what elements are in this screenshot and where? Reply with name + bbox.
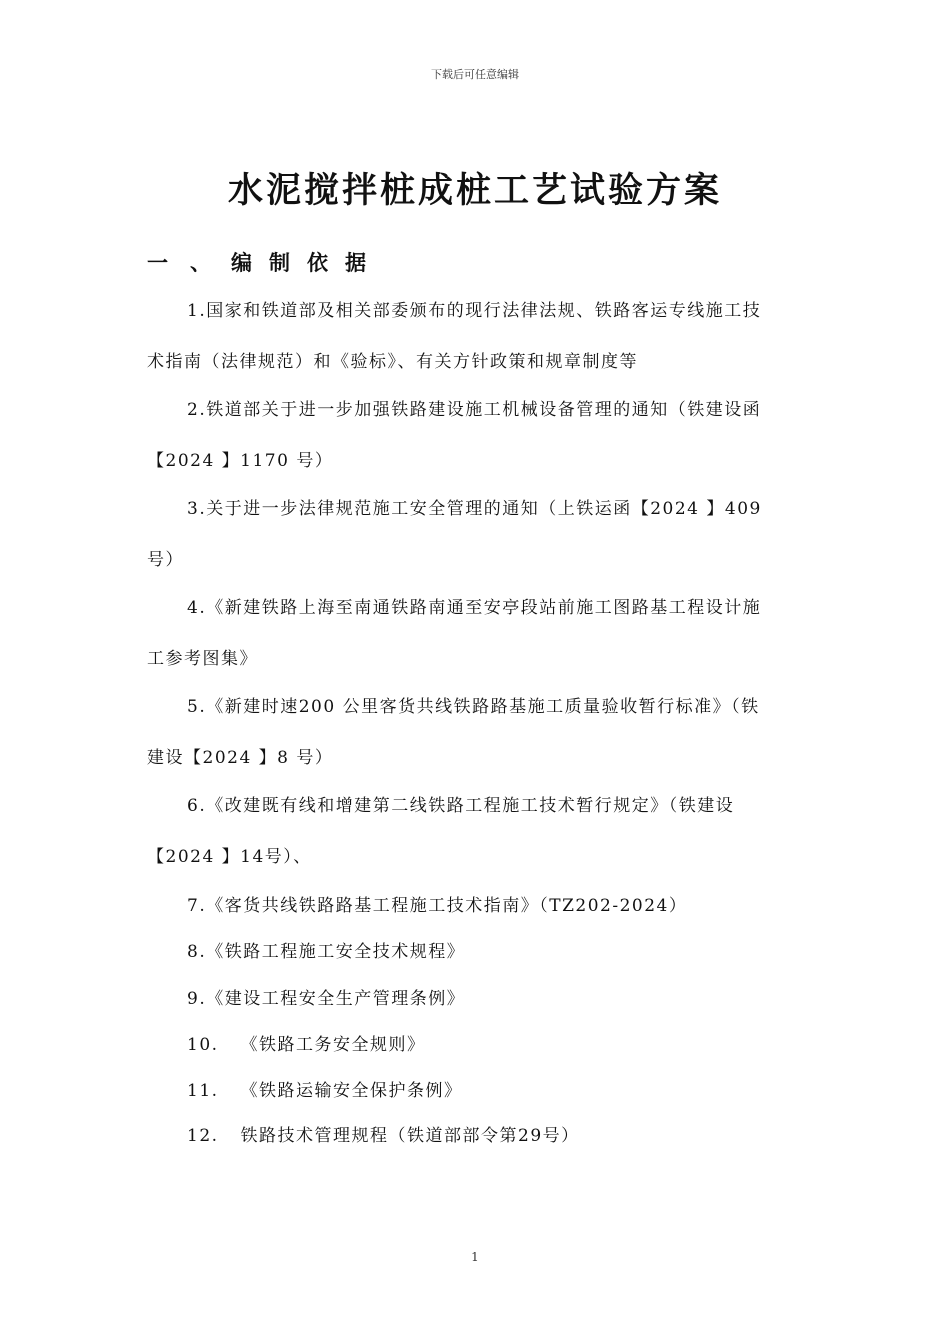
- list-item: [147, 494, 827, 570]
- list-item-text: 《改建既有线和增建第二线铁路工程施工技术暂行规定》（铁建设: [206, 796, 735, 816]
- list-item-continuation: 建设【2024 】8 号）: [147, 748, 334, 768]
- list-item-text: 《新建时速200 公里客货共线铁路路基施工质量验收暂行标准》（铁: [206, 697, 760, 717]
- list-item-first-line: [147, 1076, 827, 1101]
- list-item-number: 12.: [187, 1126, 219, 1146]
- list-item-first-line: [147, 791, 827, 816]
- list-item-first-line: [147, 395, 827, 420]
- list-item-number: 5.: [187, 697, 207, 717]
- list-item: [147, 1076, 827, 1101]
- list-item-first-line: [147, 984, 827, 1009]
- list-item-text: 《新建铁路上海至南通铁路南通至安亭段站前施工图路基工程设计施: [206, 598, 762, 618]
- list-item-first-line: [147, 494, 827, 519]
- list-item: [147, 692, 827, 768]
- list-item-continuation: 【2024 】14号）、: [147, 847, 312, 867]
- list-item-number: 2.: [187, 400, 207, 420]
- list-item-continuation: 号）: [147, 550, 184, 570]
- list-item-first-line: [147, 1030, 827, 1055]
- list-item-text: 《铁路工务安全规则》: [240, 1035, 426, 1055]
- list-item: [147, 296, 827, 372]
- list-item-text: 铁道部关于进一步加强铁路建设施工机械设备管理的通知（铁建设函: [206, 400, 762, 420]
- list-item-text: 《铁路运输安全保护条例》: [240, 1081, 463, 1101]
- list-item-first-line: [147, 937, 827, 962]
- list-item: [147, 984, 827, 1009]
- list-item: [147, 395, 827, 471]
- list-item-first-line: [147, 692, 827, 717]
- list-item: [147, 1030, 827, 1055]
- list-item-continuation: 工参考图集》: [147, 649, 258, 669]
- page-number: 1: [471, 1250, 479, 1264]
- list-item: [147, 791, 827, 867]
- list-item-continuation: 【2024 】1170 号）: [147, 451, 334, 471]
- list-item-number: 6.: [187, 796, 207, 816]
- list-item-number: 8.: [187, 942, 207, 962]
- list-item-text: 《客货共线铁路路基工程施工技术指南》（TZ202-2024）: [206, 896, 688, 916]
- list-item-text: 关于进一步法律规范施工安全管理的通知（上铁运函【2024 】409: [206, 499, 762, 519]
- list-item: [147, 593, 827, 669]
- section-number: 一、: [147, 251, 233, 275]
- list-item-first-line: [147, 1121, 827, 1146]
- list-item-text: 国家和铁道部及相关部委颁布的现行法律法规、铁路客运专线施工技: [206, 301, 762, 321]
- list-item-number: 7.: [187, 896, 207, 916]
- list-item: [147, 891, 827, 916]
- list-item: [147, 937, 827, 962]
- page-header: 下载后可任意编辑: [431, 68, 519, 81]
- list-item-first-line: [147, 593, 827, 618]
- section-title: 编制依据: [231, 251, 383, 275]
- list-item-number: 1.: [187, 301, 207, 321]
- list-item-number: 9.: [187, 989, 207, 1009]
- list-item-number: 11.: [187, 1081, 219, 1101]
- section-heading: [147, 247, 383, 277]
- list-item-text: 《铁路工程施工安全技术规程》: [206, 942, 466, 962]
- list-item-continuation: 术指南（法律规范）和《验标》、有关方针政策和规章制度等: [147, 352, 638, 372]
- list-item: [147, 1121, 827, 1146]
- list-item-number: 10.: [187, 1035, 219, 1055]
- list-item-number: 3.: [187, 499, 207, 519]
- list-item-text: 《建设工程安全生产管理条例》: [206, 989, 466, 1009]
- list-item-text: 铁路技术管理规程（铁道部部令第29号）: [240, 1126, 580, 1146]
- list-item-first-line: [147, 296, 827, 321]
- document-title: 水泥搅拌桩成桩工艺试验方案: [227, 171, 722, 211]
- list-item-first-line: [147, 891, 827, 916]
- list-item-number: 4.: [187, 598, 207, 618]
